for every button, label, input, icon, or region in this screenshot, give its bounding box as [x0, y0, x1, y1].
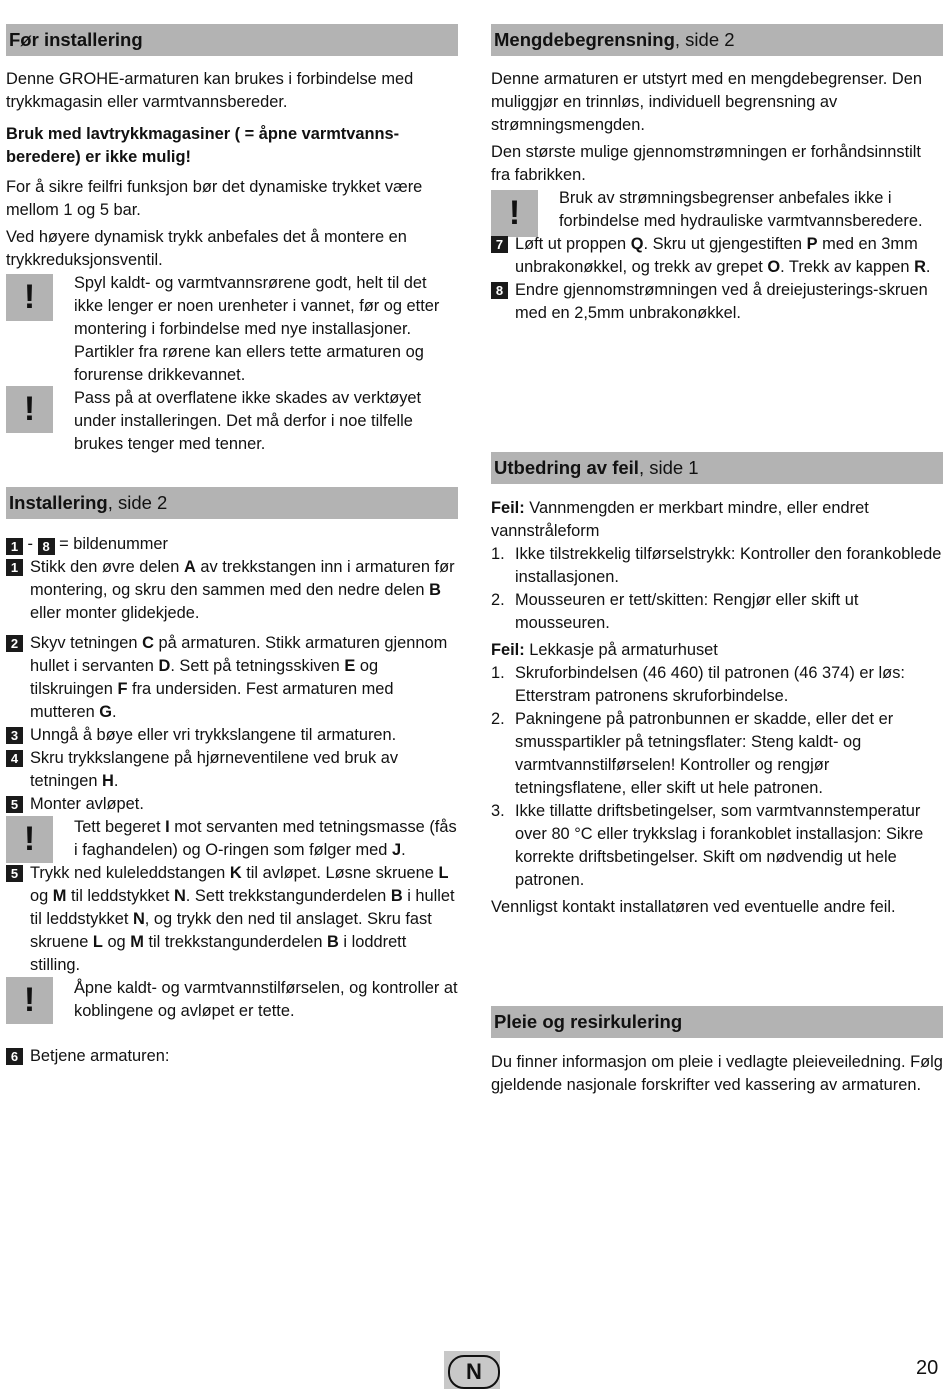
step-number: 2 [6, 635, 23, 652]
warning-surface-damage [6, 387, 458, 456]
warning-seal-cup [6, 816, 458, 862]
fault-2: Feil: Lekkasje på armaturhuset [491, 641, 718, 659]
before-intro: Denne GROHE-armaturen kan brukes i forbindelse med trykkmagasin eller varmtvannsbereder. [6, 70, 414, 111]
before-low-pressure-warning: Bruk med lavtrykkmagasiner ( = åpne varmtvanns- beredere) er ikke mulig! [6, 125, 400, 166]
step-number: 3 [6, 727, 23, 744]
fault-2-item: 2. Pakningene på patronbunnen er skadde, eller det er smusspartikler på tetningsflater: Steng kaldt- og varmtvannstilførselen! Kontroller og rengjør tetningsflatene, eller skift ut hele patronen. [491, 710, 894, 797]
step-number: 1 [6, 538, 23, 555]
step-number: 7 [491, 236, 508, 253]
flow-step-7: 7 Løft ut proppen Q. Skru ut gjengestiften P med en 3mm unbrakonøkkel, og trekk av grepet O. Trekk av kappen R. [491, 233, 943, 279]
warning-flush-pipes [6, 272, 458, 387]
section-header-care: Pleie og resirkulering [491, 1006, 943, 1038]
install-step-5b: 5 Trykk ned kuleleddstangen K til avløpet. Løsne skruene L og M til leddstykket N. Sett trekkstangunderdelen B i hullet til leddstykket N, og trykk den ned til anslaget. Skru fast skruene L og M til trekkstangunderdelen B i loddrett stilling. [6, 862, 458, 977]
step-number: 4 [6, 750, 23, 767]
warning-icon: ! [6, 274, 53, 321]
left-column [6, 24, 458, 1068]
warning-text: Åpne kaldt- og varmtvannstilførselen, og kontroller at koblingene og avløpet er tette. [74, 979, 458, 1020]
install-step-5: 5 Monter avløpet. [6, 793, 458, 816]
step-number: 1 [6, 559, 23, 576]
step-number: 8 [491, 282, 508, 299]
step-number: 5 [6, 796, 23, 813]
install-step-4: 4 Skru trykkslangene på hjørneventilene ved bruk av tetningen H. [6, 747, 458, 793]
flow-step-8: 8 Endre gjennomstrømningen ved å dreiejusterings-skruen med en 2,5mm unbrakonøkkel. [491, 279, 943, 325]
section-header-flow-limit: Mengdebegrensning, side 2 [491, 24, 943, 56]
section-header-before-install: Før installering [6, 24, 458, 56]
right-column-fault [491, 452, 943, 919]
warning-icon: ! [6, 977, 53, 1024]
care-text: Du finner informasjon om pleie i vedlagte pleieveiledning. Følg gjeldende nasjonale forskrifter ved kassering av armaturen. [491, 1053, 943, 1094]
figure-legend: 1 - 8 = bildenummer [6, 533, 458, 556]
fault-closing: Vennligst kontakt installatøren ved eventuelle andre feil. [491, 898, 896, 916]
fault-1-item: 1. Ikke tilstrekkelig tilførselstrykk: Kontroller den forankoblede installasjonen. [491, 545, 942, 586]
section-header-installation: Installering, side 2 [6, 487, 458, 519]
right-column [491, 24, 943, 325]
step-number: 5 [6, 865, 23, 882]
warning-icon: ! [491, 190, 538, 237]
warning-icon: ! [6, 816, 53, 863]
warning-text: Tett begeret I mot servanten med tetningsmasse (fås i faghandelen) og O-ringen som følger med J. [74, 818, 457, 859]
warning-icon: ! [6, 386, 53, 433]
warning-flow-limiter [491, 187, 943, 233]
fault-2-item: 3. Ikke tillatte driftsbetingelser, som varmtvannstemperatur over 80 °C eller trykkslag i forankoblet installasjon: Sikre korrekte driftsbetingelser. Skift om nødvendig ut hele patronen. [491, 802, 924, 889]
language-badge: N [448, 1355, 500, 1389]
flow-preset: Den største mulige gjennomstrømningen er forhåndsinnstilt fra fabrikken. [491, 143, 921, 184]
flow-intro: Denne armaturen er utstyrt med en mengdebegrenser. Den muliggjør en trinnløs, individuell begrensning av strømningsmengden. [491, 70, 922, 134]
fault-1: Feil: Vannmengden er merkbart mindre, eller endret vannstråleform [491, 499, 869, 540]
install-step-1: 1 Stikk den øvre delen A av trekkstangen inn i armaturen før montering, og skru den sammen med den nedre delen B eller monter glidekjede. [6, 556, 458, 625]
before-pressure-reducer: Ved høyere dynamisk trykk anbefales det å montere en trykkreduksjonsventil. [6, 228, 407, 269]
before-pressure-range: For å sikre feilfri funksjon bør det dynamiske trykket være mellom 1 og 5 bar. [6, 178, 423, 219]
warning-open-supply [6, 977, 458, 1023]
step-number: 8 [38, 538, 55, 555]
install-step-3: 3 Unngå å bøye eller vri trykkslangene til armaturen. [6, 724, 458, 747]
section-header-troubleshooting: Utbedring av feil, side 1 [491, 452, 943, 484]
warning-text: Pass på at overflatene ikke skades av verktøyet under installeringen. Det må derfor i noe tilfelle brukes tenger med tenner. [74, 389, 422, 453]
install-step-2: 2 Skyv tetningen C på armaturen. Stikk armaturen gjennom hullet i servanten D. Sett på tetningsskiven E og tilskruingen F fra undersiden. Fest armaturen med mutteren G. [6, 632, 458, 724]
warning-text: Spyl kaldt- og varmtvannsrørene godt, helt til det ikke lenger er noen urenheter i vannet, før og etter montering i forbindelse med nye installasjoner. Partikler fra rørene kan ellers tette armaturen og forurense drikkevannet. [74, 274, 440, 384]
step-number: 6 [6, 1048, 23, 1065]
right-column-care [491, 1006, 943, 1097]
fault-1-item: 2. Mousseuren er tett/skitten: Rengjør eller skift ut mousseuren. [491, 591, 859, 632]
page-number: 20 [916, 1357, 939, 1379]
warning-text: Bruk av strømningsbegrenser anbefales ikke i forbindelse med hydrauliske varmtvannsberedere. [559, 189, 923, 230]
fault-2-item: 1. Skruforbindelsen (46 460) til patronen (46 374) er løs: Etterstram patronens skruforbindelse. [491, 664, 905, 705]
install-step-6: 6 Betjene armaturen: [6, 1045, 458, 1068]
